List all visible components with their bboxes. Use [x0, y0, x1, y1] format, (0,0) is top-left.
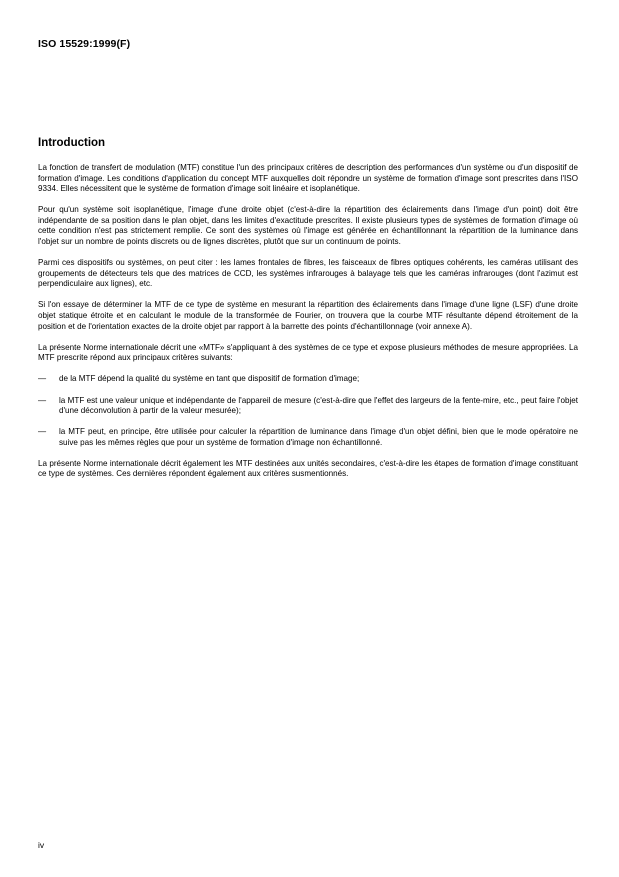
list-item — [38, 374, 578, 385]
list-item — [38, 396, 578, 417]
list-item-text: la MTF est une valeur unique et indépendante de l'appareil de mesure (c'est-à-dire que l'effet des largeurs de la fente-mire, etc., peut faire l'objet d'une déconvolution à partir de la valeur mesurée); — [59, 395, 578, 416]
list-item-text: la MTF peut, en principe, être utilisée pour calculer la répartition de luminance dans l'image d'un objet défini, bien que le mode opératoire ne suive pas les mêmes règles que pour un système de formation d'image non échantillonné. — [59, 427, 578, 447]
paragraph-5: La présente Norme internationale décrit une «MTF» s'appliquant à des systèmes de ce type et expose plusieurs méthodes de mesure appropriées. La MTF prescrite répond aux principaux critères suivants: — [38, 342, 578, 363]
list-item-text: de la MTF dépend la qualité du système en tant que dispositif de formation d'image; — [59, 374, 360, 384]
page-number: iv — [38, 840, 45, 850]
introduction-body — [38, 163, 578, 491]
paragraph-1: La fonction de transfert de modulation (MTF) constitue l'un des principaux critères de description des performances d'un système ou d'un dispositif de formation d'image. Les conditions d'application du concept MTF auxquelles doit répondre un système de formation d'image sont prescrites dans l'ISO 9334. Elles nécessitent que le système de formation d'image soit linéaire et isoplanétique. — [38, 163, 578, 194]
closing-paragraph: La présente Norme internationale décrit également les MTF destinées aux unités secondaires, c'est-à-dire les étapes de formation d'image constituant ce type de systèmes. Ces dernières répondent également aux critères susmentionnés. — [38, 458, 578, 479]
dash-bullet: — — [38, 395, 47, 405]
criteria-list — [38, 374, 578, 448]
dash-bullet: — — [38, 374, 47, 384]
dash-bullet: — — [38, 427, 47, 437]
paragraph-2: Pour qu'un système soit isoplanétique, l'image d'une droite objet (c'est-à-dire la répartition des éclairements dans l'image d'un point) doit être indépendante de sa position dans le plan objet, dans les limites d'exactitude prescrites. Il existe plusieurs types de systèmes de formation d'image où cette condition n'est pas strictement remplie. Ce sont des systèmes où l'image est générée en échantillonnant la répartition de la luminance dans l'objet sur un nombre de points discrets ou de lignes discrètes, plutôt que sur un continuum de points. — [38, 205, 578, 247]
list-item — [38, 427, 578, 448]
paragraph-3: Parmi ces dispositifs ou systèmes, on peut citer : les lames frontales de fibres, les faisceaux de fibres optiques cohérents, les caméras utilisant des groupements de détecteurs tels que des matrices de CCD, les systèmes infrarouges à balayage tels que les caméras infrarouges (dont l'azimut est perpendiculaire aux lignes), etc. — [38, 258, 578, 289]
section-title: Introduction — [38, 137, 106, 149]
document-id: ISO 15529:1999(F) — [38, 38, 131, 50]
paragraph-4: Si l'on essaye de déterminer la MTF de ce type de système en mesurant la répartition des éclairements dans l'image d'une ligne (LSF) d'une droite objet statique étroite et en calculant le module de la transformée de Fourier, on trouvera que la courbe MTF résultante dépend étroitement de la position et de l'orientation exactes de la droite objet par rapport à la barrette des points d'échantillonnage (voir annexe A). — [38, 300, 578, 331]
